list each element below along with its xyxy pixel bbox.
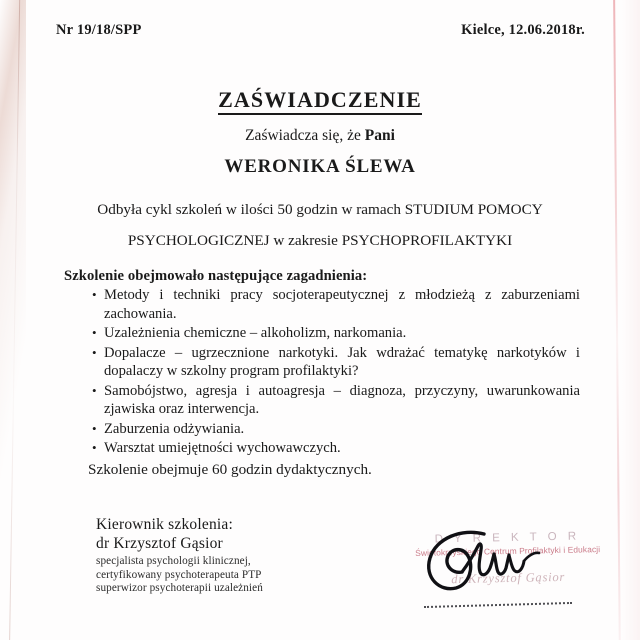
topic-text: Zaburzenia odżywiania. (104, 420, 245, 437)
closing-line: Szkolenie obejmuje 60 godzin dydaktycznych. (88, 461, 372, 478)
credential-line: superwizor psychoterapii uzależnień (96, 582, 263, 594)
signature-line (424, 602, 572, 608)
signature-credentials (96, 555, 346, 596)
list-item (92, 420, 580, 439)
intro-honorific: Pani (364, 127, 395, 144)
list-item (92, 286, 580, 323)
topics-heading: Szkolenie obejmowało następujące zagadnienia: (64, 268, 368, 284)
place-and-date: Kielce, 12.06.2018r. (461, 22, 585, 38)
list-item (92, 439, 580, 458)
intro-prefix: Zaświadcza się, że (245, 127, 365, 144)
body-line-2: PSYCHOLOGICZNEJ w zakresie PSYCHOPROFILAKTYKI (127, 232, 513, 249)
list-item (92, 382, 580, 419)
list-item (92, 324, 580, 343)
body-line-1: Odbyła cykl szkoleń w ilości 50 godzin w ramach STUDIUM POMOCY (97, 201, 543, 218)
document-header (0, 22, 640, 42)
topic-text: Metody i techniki pracy socjoterapeutycznej z młodzieżą z zaburzeniami zachowania. (104, 287, 580, 322)
stamp-organization: Świętokrzyskiego Centrum Profilaktyki i Edukacji (415, 544, 601, 558)
topics-list (92, 286, 580, 459)
stamp-director-label: D Y R E K T O R (434, 530, 581, 546)
credential-line: specjalista psychologii klinicznej, (96, 555, 251, 567)
list-item (92, 344, 580, 381)
body-paragraph (66, 194, 574, 256)
topic-text: Dopalacze – ugrzecznione narkotyki. Jak wdrażać tematykę narkotyków i dopalaczy w szkolny program profilaktyki? (104, 344, 580, 379)
handwritten-signature (412, 520, 562, 610)
intro-line (0, 127, 640, 145)
director-stamp (407, 530, 608, 604)
signature-person: dr Krzysztof Gąsior (96, 535, 223, 552)
topic-text: Uzależnienia chemiczne – alkoholizm, narkomania. (104, 325, 407, 341)
signature-block (96, 515, 346, 596)
document-number: Nr 19/18/SPP (56, 22, 142, 38)
page-title-text: ZAŚWIADCZENIE (218, 87, 422, 115)
topic-text: Samobójstwo, agresja i autoagresja – diagnoza, przyczyny, uwarunkowania zjawiska oraz interwencja. (104, 382, 580, 417)
topic-text: Warsztat umiejętności wychowawczych. (104, 440, 341, 456)
signature-role: Kierownik szkolenia: (96, 516, 234, 533)
page-title (0, 87, 640, 113)
credential-line: certyfikowany psychoterapeuta PTP (96, 568, 262, 581)
stamp-name: dr Krzysztof Gąsior (451, 569, 566, 587)
cut-off-header-ghost (95, 0, 395, 7)
recipient-name: WERONIKA ŚLEWA (224, 156, 416, 177)
